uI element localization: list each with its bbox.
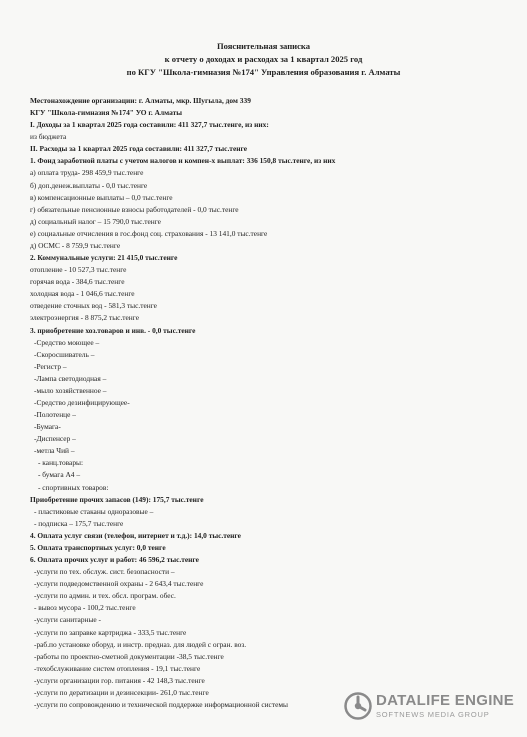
document-line: отопление - 10 527,3 тыс.тенге <box>30 265 127 275</box>
document-line: -услуги по заправке картриджа - 333,5 тыс.тенге <box>34 627 187 637</box>
watermark-subtitle: SOFTNEWS MEDIA GROUP <box>376 710 490 719</box>
document-line: -услуги организации гор. питания - 42 148,3 тыс.тенге <box>34 675 205 685</box>
document-line: -Средство дезинфицирующее- <box>34 398 130 407</box>
document-line: -Лампа светодиодная – <box>34 373 107 383</box>
document-line: а) оплата труда- 298 459,9 тыс.тенге <box>30 168 144 178</box>
section-heading: 6. Оплата прочих услуг и работ: 46 596,2 тыс.тенге <box>30 555 199 565</box>
document-line: -мыло хозяйственное – <box>34 385 107 395</box>
document-line: б) доп.денеж.выплаты - 0,0 тыс.тенге <box>30 180 148 190</box>
document-line: -Полотенце – <box>34 410 76 420</box>
document-line: -Диспенсер – <box>34 434 76 444</box>
document-line: д) социальный налог – 15 790,0 тыс.тенге <box>30 216 161 226</box>
section-heading: 4. Оплата услуг связи (телефон, интернет и т.д.): 14,0 тыс.тенге <box>30 530 241 540</box>
document-line: -Регистр – <box>34 361 67 371</box>
document-line: - пластиковые стаканы одноразовые – <box>34 506 154 516</box>
document-line: -Скоросшиватель – <box>34 349 95 359</box>
document-line: -услуги по админ. и тех. обсл. програм. обес. <box>34 591 176 601</box>
document-line: -услуги санитарные - <box>34 615 102 625</box>
section-heading: Приобретение прочих запасов (149): 175,7 тыс.тенге <box>30 494 204 504</box>
document-line: -Бумага- <box>34 422 61 432</box>
document-line: холодная вода - 1 046,6 тыс.тенге <box>30 289 135 299</box>
document-line: -услуги по тех. обслуж. сист. безопасности – <box>34 567 175 577</box>
datalife-logo-icon <box>344 692 372 720</box>
document-line: электроэнергия - 8 875,2 тыс.тенге <box>30 313 139 323</box>
document-line: горячая вода - 384,6 тыс.тенге <box>30 277 125 287</box>
document-line: - спортивных товаров: <box>38 482 109 492</box>
document-line: д) ОСМС - 8 759,9 тыс.тенге <box>30 240 121 250</box>
section-heading: 1. Фонд заработной платы с учетом налогов и компен-х выплат: 336 150,8 тыс.тенге, из них <box>30 156 336 166</box>
document-subtitle: к отчету о доходах и расходах за 1 квартал 2025 год <box>164 54 363 64</box>
document-line: - подписка – 175,7 тыс.тенге <box>34 518 124 528</box>
document-line: -услуги подведомственной охраны - 2 643,4 тыс.тенге <box>34 579 204 589</box>
document-line: - канц.товары: <box>38 458 84 468</box>
document-line: - бумага А4 – <box>38 470 81 480</box>
section-heading: 5. Оплата транспортных услуг: 0,0 тенге <box>30 542 166 552</box>
document-line: -метла Чий – <box>34 446 75 456</box>
document-line: -услуги по дератизации и дезинсекции- 261,0 тыс.тенге <box>34 687 209 697</box>
section-heading: II. Расходы за 1 квартал 2025 года составили: 411 327,7 тыс.тенге <box>30 144 248 154</box>
document-line: из бюджета <box>30 132 67 142</box>
document-title: Пояснительная записка <box>216 41 311 51</box>
document-line: -раб.по установке оборуд. и инстр. предназ. для людей с огран. воз. <box>34 639 247 649</box>
document-line: -техобслуживание систем отопления - 19,1 тыс.тенге <box>34 663 201 673</box>
document-line: -работы по проектно-сметной документации -38,5 тыс.тенге <box>34 651 224 661</box>
document-line: -услуги по сопровождению и технической поддержке информационной системы <box>34 700 288 709</box>
watermark <box>344 690 514 726</box>
document-subtitle-org: по КГУ "Школа-гимназия №174" Управления образования г. Алматы <box>126 67 401 77</box>
section-heading: I. Доходы за 1 квартал 2025 года составили: 411 327,7 тыс.тенге, из них: <box>30 120 269 130</box>
document-line: е) социальные отчисления в гос.фонд соц. страхования - 13 141,0 тыс.тенге <box>30 228 268 238</box>
document-line: в) компенсационные выплаты – 0,0 тыс.тенге <box>30 192 173 202</box>
section-heading: 3. приобретение хоз.товаров и инв. - 0,0 тыс.тенге <box>30 325 196 335</box>
document-line: отведение сточных вод - 581,3 тыс.тенге <box>30 301 157 311</box>
watermark-title: DATALIFE ENGINE <box>376 692 515 709</box>
section-heading: 2. Коммунальные услуги: 21 415,0 тыс.тенге <box>30 253 178 263</box>
section-heading: КГУ "Школа-гимназия №174" УО г. Алматы <box>30 108 182 118</box>
section-heading: Местонахождение организации: г. Алматы, мкр. Шугыла, дом 339 <box>30 96 251 105</box>
document-line: - вывоз мусора - 100,2 тыс.тенге <box>34 603 136 613</box>
document-line: г) обязательные пенсионные взносы работодателей - 0,0 тыс.тенге <box>30 204 239 214</box>
document-line: -Средство моющее – <box>34 337 100 347</box>
